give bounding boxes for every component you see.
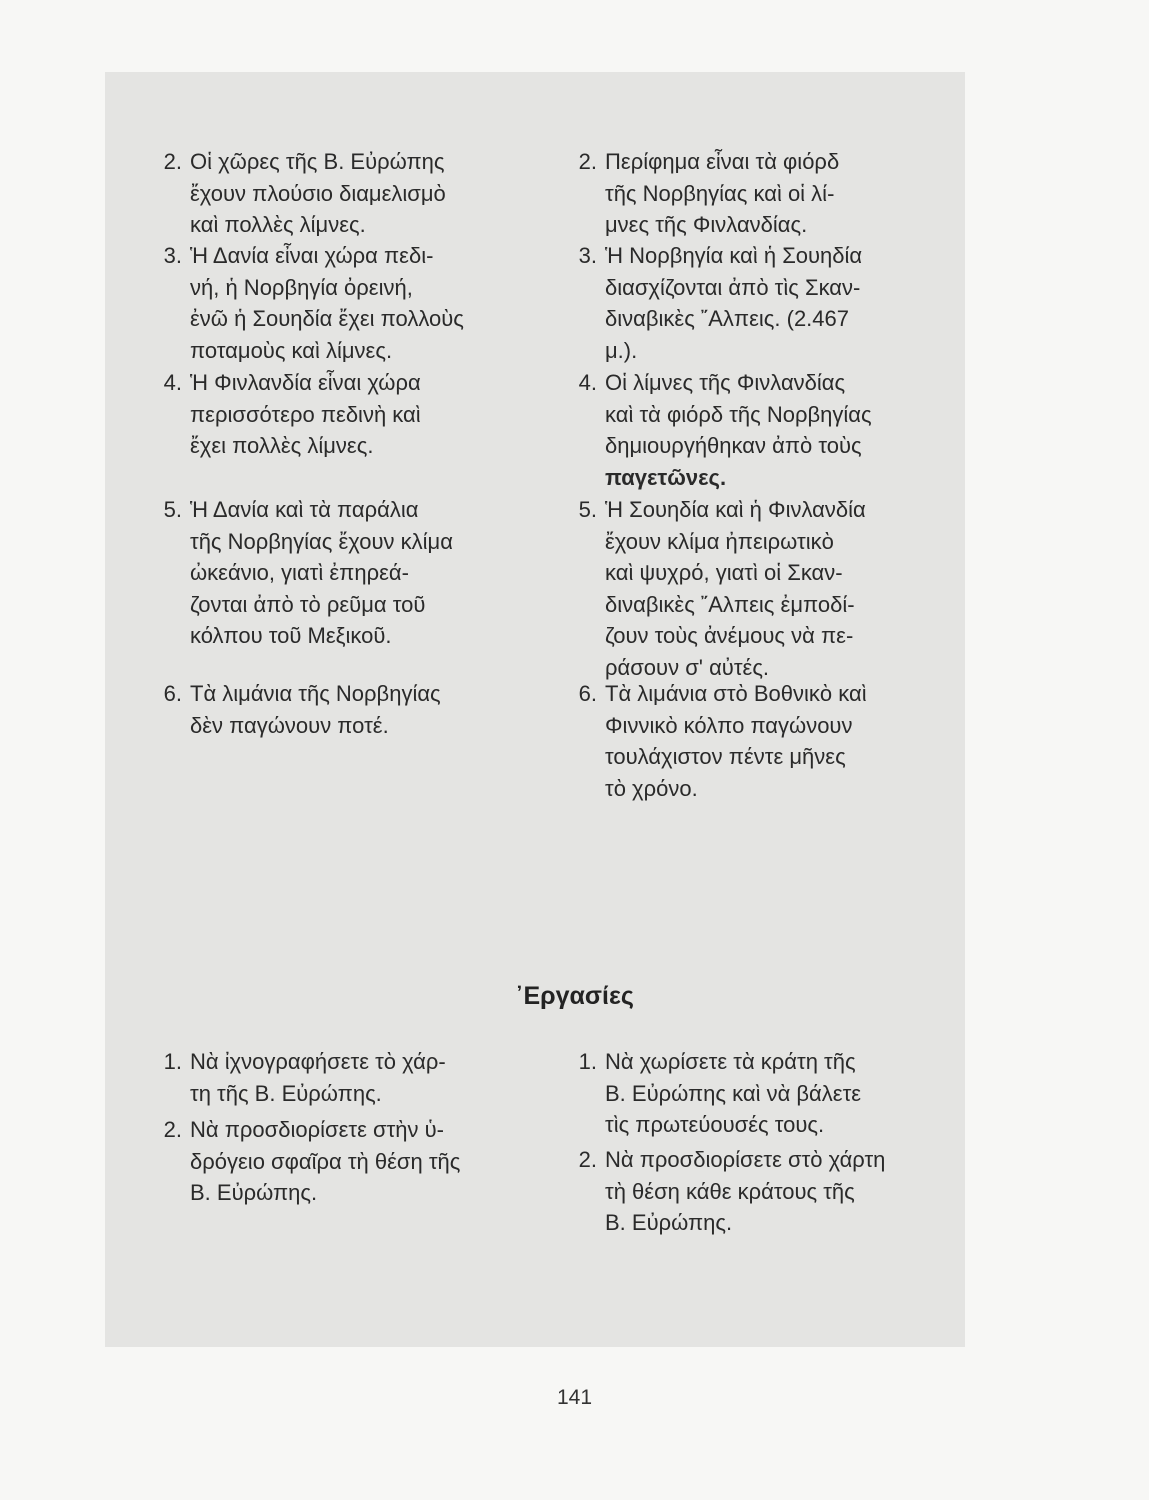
page-number: 141 [556, 1386, 593, 1409]
item-text: Οἱ χῶρες τῆς Β. Εὐρώπης ἔχουν πλούσιο διαμελισμὸ καὶ πολλὲς λίμνες. [190, 149, 446, 237]
right-item-4 [565, 367, 920, 493]
section-heading: ᾿Εργασίες [515, 982, 634, 1010]
item-number: 5. [578, 497, 597, 522]
left-item-6 [150, 678, 502, 741]
right-item-2 [565, 146, 920, 241]
item-text: Νὰ χωρίσετε τὰ κράτη τῆς Β. Εὐρώπης καὶ νὰ βάλετε τὶς πρωτεύουσές τους. [605, 1049, 862, 1137]
task-left-1 [150, 1046, 502, 1109]
item-number: 4. [578, 370, 597, 395]
item-number: 2. [578, 1147, 597, 1172]
left-item-2 [150, 146, 502, 241]
task-right-1 [565, 1046, 920, 1141]
item-text: Νὰ ἰχνογραφήσετε τὸ χάρ- τη τῆς Β. Εὐρώπης. [190, 1049, 446, 1106]
task-left-2 [150, 1114, 502, 1209]
left-item-5 [150, 494, 502, 652]
item-text: Τὰ λιμάνια στὸ Βοθνικὸ καὶ Φιννικὸ κόλπο παγώνουν τουλάχιστον πέντε μῆνες τὸ χρόνο. [605, 681, 867, 801]
item-number: 6. [578, 681, 597, 706]
item-text: Νὰ προσδιορίσετε στὴν ὑ- δρόγειο σφαῖρα τὴ θέση τῆς Β. Εὐρώπης. [190, 1117, 461, 1205]
item-text: Περίφημα εἶναι τὰ φιόρδ τῆς Νορβηγίας καὶ οἱ λί- μνες τῆς Φινλανδίας. [605, 149, 840, 237]
item-text-plain: Οἱ λίμνες τῆς Φινλανδίας καὶ τὰ φιόρδ τῆς Νορβηγίας δημιουργήθηκαν ἀπὸ τοὺς [605, 370, 872, 458]
right-item-3 [565, 240, 920, 366]
item-text: Ἡ Δανία εἶναι χώρα πεδι- νή, ἡ Νορβηγία ὀρεινή, ἐνῶ ἡ Σουηδία ἔχει πολλοὺς ποταμοὺς καὶ λίμνες. [190, 243, 464, 363]
item-number: 1. [578, 1049, 597, 1074]
item-number: 2. [163, 1117, 182, 1142]
left-item-4 [150, 367, 502, 462]
item-number: 2. [163, 149, 182, 174]
item-number: 3. [163, 243, 182, 268]
bold-term: παγετῶνες. [605, 464, 727, 490]
right-item-5 [565, 494, 920, 683]
item-text: Ἡ Δανία καὶ τὰ παράλια τῆς Νορβηγίας ἔχουν κλίμα ὠκεάνιο, γιατὶ ἐπηρεά- ζονται ἀπὸ τὸ ρεῦμα τοῦ κόλπου τοῦ Μεξικοῦ. [190, 497, 453, 648]
item-number: 1. [163, 1049, 182, 1074]
item-text: Νὰ προσδιορίσετε στὸ χάρτη τὴ θέση κάθε κράτους τῆς Β. Εὐρώπης. [605, 1147, 886, 1235]
item-text: Ἡ Σουηδία καὶ ἡ Φινλανδία ἔχουν κλίμα ἠπειρωτικὸ καὶ ψυχρό, γιατὶ οἱ Σκαν- διναβικὲς ῎Αλπεις ἐμποδί- ζουν τοὺς ἀνέμους νὰ πε- ράσουν σ' αὐτές. [605, 497, 866, 680]
right-item-6 [565, 678, 920, 804]
item-number: 6. [163, 681, 182, 706]
item-number: 5. [163, 497, 182, 522]
item-number: 4. [163, 370, 182, 395]
item-text: Τὰ λιμάνια τῆς Νορβηγίας δὲν παγώνουν ποτέ. [190, 681, 441, 738]
item-text [605, 367, 920, 493]
item-number: 2. [578, 149, 597, 174]
item-text: Ἡ Φινλανδία εἶναι χώρα περισσότερο πεδινὴ καὶ ἔχει πολλὲς λίμνες. [190, 370, 421, 458]
left-item-3 [150, 240, 502, 366]
task-right-2 [565, 1144, 920, 1239]
item-text: Ἡ Νορβηγία καὶ ἡ Σουηδία διασχίζονται ἀπὸ τὶς Σκαν- διναβικὲς ῎Αλπεις. (2.467 μ.). [605, 243, 863, 363]
item-number: 3. [578, 243, 597, 268]
